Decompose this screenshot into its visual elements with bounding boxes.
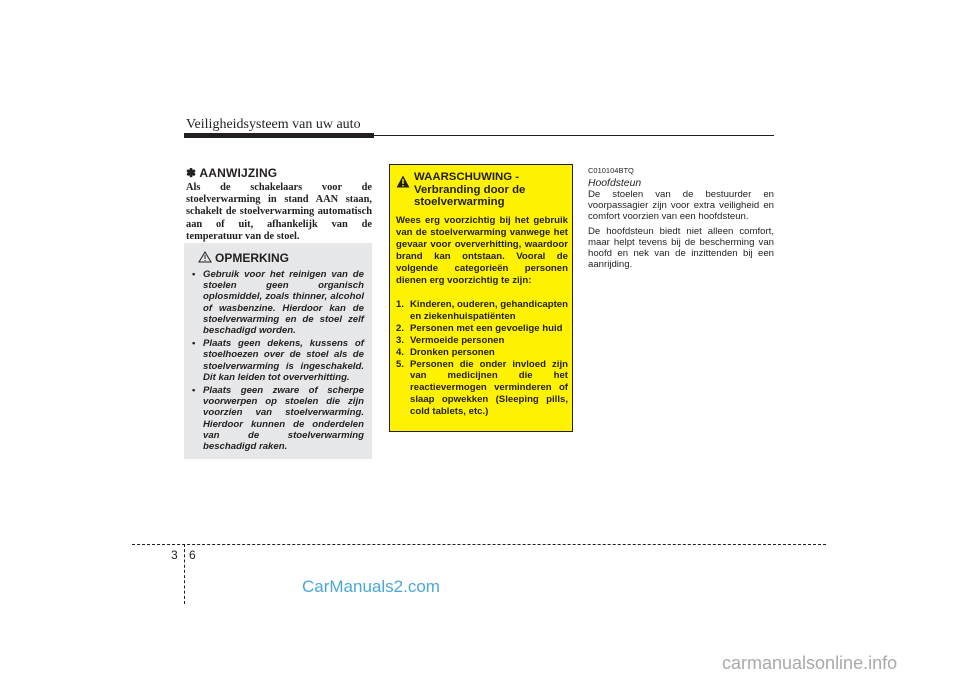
caution-title: OPMERKING [215,251,290,265]
warning-triangle-icon [396,175,410,188]
warning-item [396,335,568,347]
warning-item-number: 4. [396,346,405,358]
warning-item [396,323,568,335]
warning-item-text: Vermoeide personen [410,334,505,346]
warning-item-number: 3. [396,334,405,346]
caution-item: • Gebruik voor het reinigen van de stoelen geen organisch oplosmiddel, zoals thinner, alcohol of wasbenzine. Hierdoor kan de stoelverwarming en de stoel zelf beschadigd worden. [192,269,364,337]
headrest-heading: Hoofdsteun [588,178,642,189]
section-code: C010104BTQ [588,166,634,175]
warning-item-number: 5. [396,358,405,370]
footer-rule [132,544,826,545]
watermark-carmanualsonline: carmanualsonline.info [722,653,898,673]
note-body: Als de schakelaars voor de stoelverwarming in stand AAN staan, schakelt de stoelverwarming automatisch aan of uit, afhankelijk van de temperatuur van de stoel. [186,182,372,242]
warning-item-text: Personen die onder invloed zijn van medicijnen die het reactievermogen verminderen of slaap opwekken (Sleeping pills, cold tablets, etc.) [410,358,568,418]
warning-title: WAARSCHUWING - Verbranding door de stoelverwarming [414,171,526,208]
note-heading: ✽ AANWIJZING [186,166,278,180]
headrest-paragraph: De hoofdsteun biedt niet alleen comfort, maar helpt tevens bij de bescherming van hoofd en nek van de inzittenden bij een aanrijding. [588,225,774,271]
warning-item-text: Personen met een gevoelige huid [410,322,563,334]
caution-item: • Plaats geen zware of scherpe voorwerpen op stoelen die zijn voorzien van stoelverwarming. Hierdoor kunnen de onderdelen van de stoelverwarming beschadigd raken. [192,385,364,453]
note-section [186,166,372,243]
headrest-paragraph: De stoelen van de bestuurder en voorpassagier zijn voor extra veiligheid en comfort voorzien van een hoofdsteun. [588,189,774,223]
footer-divider [184,544,185,604]
caution-item-text: Plaats geen dekens, kussens of stoelhoezen over de stoel als de stoelverwarming is ingeschakeld. Dit kan leiden tot oververhitting. [203,338,364,383]
warning-list [396,299,568,418]
section-title: Veiligheidsysteem van uw auto [186,117,361,132]
caution-item-text: Gebruik voor het reinigen van de stoelen geen organisch oplosmiddel, zoals thinner, alcohol of wasbenzine. Hierdoor kan de stoelverwarming en de stoel zelf beschadigd worden. [203,269,364,337]
warning-item [396,347,568,359]
warning-item-number: 1. [396,299,405,310]
header-rule [374,135,774,136]
caution-item-text: Plaats geen zware of scherpe voorwerpen op stoelen die zijn voorzien van stoelverwarming. Hierdoor kunnen de onderdelen van de stoelverwarming beschadigd raken. [203,385,364,453]
headrest-section [588,166,774,273]
caution-item: • Plaats geen dekens, kussens of stoelhoezen over de stoel als de stoelverwarming is ingeschakeld. Dit kan leiden tot oververhitting. [192,338,364,383]
warning-item [396,359,568,419]
warning-item-text: Kinderen, ouderen, gehandicapten en ziekenhuispatiënten [410,299,568,322]
caution-box [184,243,372,459]
caution-list [190,269,364,454]
warning-item [396,299,568,323]
header-bar [184,133,374,138]
watermark-carmanuals2: CarManuals2.com [302,577,440,596]
warning-item-number: 2. [396,322,405,334]
warning-intro: Wees erg voorzichtig bij het gebruik van de stoelverwarming vanwege het gevaar voor oververhitting, waardoor brand kan ontstaan. Vooral de volgende categorieën personen dienen erg voorzichtig te zijn: [396,215,568,286]
chapter-number: 3 [171,548,178,562]
page-number: 6 [189,548,196,562]
caution-header [198,251,289,265]
warning-item-text: Dronken personen [410,346,495,358]
warning-box [389,164,573,432]
warning-triangle-icon [198,251,212,263]
